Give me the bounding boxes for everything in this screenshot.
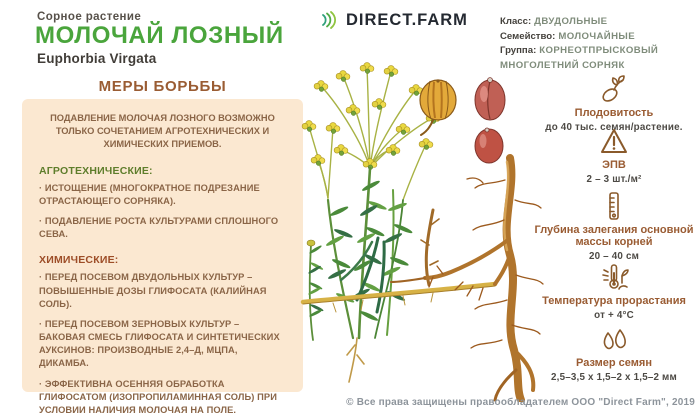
root-system — [391, 158, 543, 400]
stat-value: 20 – 40 см — [588, 251, 640, 263]
logo-text: DIRECT.FARM — [346, 10, 468, 29]
thermometer-sprout-icon — [599, 262, 629, 292]
kicker: Сорное растение — [37, 11, 142, 23]
measure-item: · ПОДАВЛЕНИЕ РОСТА КУЛЬТУРАМИ СПЛОШНОГО СЕВА. — [39, 215, 279, 240]
stat-germination-temp — [528, 262, 700, 321]
taxonomy-row — [500, 44, 698, 73]
stat-fertility — [528, 74, 700, 133]
taxonomy-label: Класс: — [500, 16, 532, 27]
measures-intro: ПОДАВЛЕНИЕ МОЛОЧАЯ ЛОЗНОГО ВОЗМОЖНО ТОЛЬКО СОЧЕТАНИЕМ АГРОТЕХНИЧЕСКИХ И ХИМИЧЕСКИХ ПРИЕМОВ. — [50, 113, 275, 150]
measure-item: · ЭФФЕКТИВНА ОСЕННЯЯ ОБРАБОТКА ГЛИФОСАТОМ (ИЗОПРОПИЛАМИННАЯ СОЛЬ) ПРИ УСЛОВИИ НАЛИЧИЯ МОЛОЧАЯ НА ПОЛЕ. — [39, 378, 278, 415]
chem-heading: ХИМИЧЕСКИЕ: — [39, 254, 119, 267]
page-title: МОЛОЧАЙ ЛОЗНЫЙ — [35, 22, 284, 49]
taxonomy-block — [500, 15, 698, 73]
control-measures-box — [22, 99, 303, 415]
logo-icon — [320, 10, 340, 30]
root-sprout — [421, 210, 439, 285]
stat-root-depth — [528, 191, 700, 262]
measure-item: · ИСТОЩЕНИЕ (МНОГОКРАТНОЕ ПОДРЕЗАНИЕ ОТРАСТАЮЩЕГО СОРНЯКА). — [39, 182, 260, 206]
stat-label: Глубина залегания основной массы корней — [534, 224, 694, 249]
stat-value: 2 – 3 шт./м² — [586, 174, 642, 186]
seed-capsule — [420, 79, 456, 135]
taxonomy-row — [500, 15, 698, 30]
stat-value: 2,5–3,5 x 1,5–2 x 1,5–2 мм — [551, 372, 677, 384]
stat-threshold — [528, 126, 700, 185]
stat-label: Размер семян — [576, 357, 652, 369]
taxonomy-label: Семейство: — [500, 30, 556, 42]
stat-value: от + 4°С — [594, 310, 634, 322]
measure-item: · ПЕРЕД ПОСЕВОМ ЗЕРНОВЫХ КУЛЬТУР – БАКОВАЯ СМЕСЬ ГЛИФОСАТА И СИНТЕТИЧЕСКИХ АУКСИНОВ: ПРОИЗВОДНЫЕ 2,4–Д, МЦПА, ДИКАМБА. — [39, 318, 280, 369]
seed-sprout-icon — [599, 74, 629, 104]
agro-heading: АГРОТЕХНИЧЕСКИЕ: — [39, 164, 153, 177]
section-title: МЕРЫ БОРЬБЫ — [98, 78, 227, 95]
measure-item: · ПЕРЕД ПОСЕВОМ ДВУДОЛЬНЫХ КУЛЬТУР – ПОВЫШЕННЫЕ ДОЗЫ ГЛИФОСАТА (КАЛИЙНАЯ СОЛЬ). — [39, 272, 267, 309]
stat-seed-size — [528, 324, 700, 383]
side-shoot — [307, 240, 324, 340]
seeds — [475, 78, 505, 163]
stat-label: ЭПВ — [602, 159, 626, 171]
taproot — [347, 338, 364, 382]
stat-value: до 40 тыс. семян/растение. — [545, 122, 683, 134]
ruler-icon — [599, 191, 629, 221]
taxonomy-value: ДВУДОЛЬНЫЕ — [534, 16, 608, 27]
stat-label: Плодовитость — [574, 107, 654, 119]
stat-label: Температура прорастания — [542, 295, 686, 307]
taxonomy-row — [500, 30, 698, 45]
taxonomy-label: Группа: — [500, 45, 537, 56]
taxonomy-value: МОЛОЧАЙНЫЕ — [558, 30, 636, 42]
taxonomy-value: КОРНЕОТПРЫСКОВЫЙ МНОГОЛЕТНИЙ СОРНЯК — [500, 45, 659, 71]
warning-triangle-icon — [599, 126, 629, 156]
flower-clusters — [302, 63, 440, 170]
copyright-line: © Все права защищены правообладателем ООО "Direct Farm", 2019 — [346, 397, 695, 408]
brand-logo — [320, 10, 468, 30]
latin-name: Euphorbia Virgata — [37, 51, 157, 66]
plant-illustration — [283, 50, 545, 402]
seeds-icon — [599, 324, 629, 354]
